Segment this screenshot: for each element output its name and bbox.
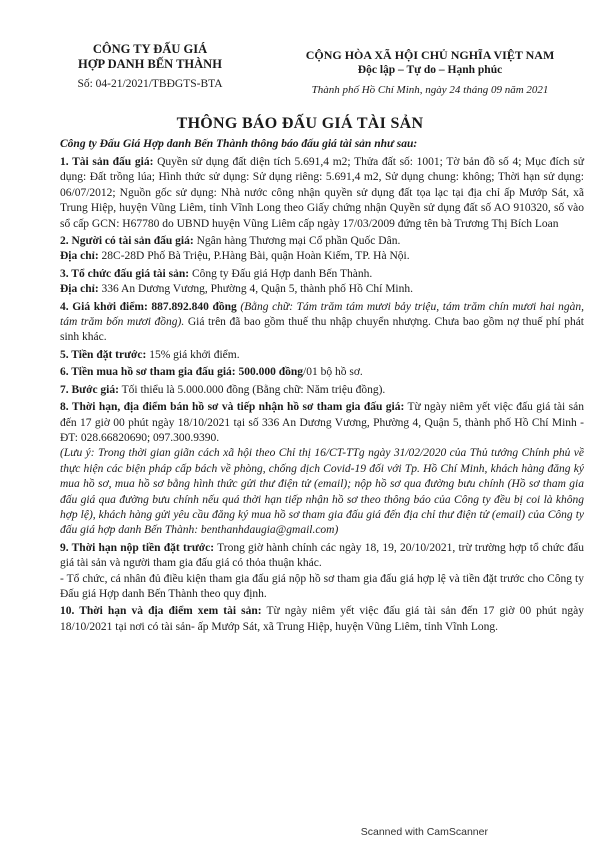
section-text: Trong giờ hành chính các ngày 18, 19, 20/10/2021, trừ trường hợp tổ chức đấu giá tài sản và người tham gia đấu giá có thỏa thuận khác. — [60, 541, 584, 570]
issuer-name-line2: HỢP DANH BẾN THÀNH — [78, 57, 222, 71]
section-text: Công ty Đấu giá Hợp danh Bến Thành. — [189, 267, 373, 280]
section-label: 2. Người có tài sản đấu giá: — [60, 235, 194, 248]
section-label: 4. Giá khởi điểm: — [60, 300, 148, 313]
section-text: Giá trên đã bao gồm thuế thu nhập chuyển nhượng. Chưa bao gồm nợ thuế phí phát sinh khác. — [60, 316, 584, 344]
section-label: 6. Tiền mua hồ sơ tham gia đấu giá: — [60, 366, 236, 379]
issuer-block — [30, 42, 270, 90]
section-text: Ngân hàng Thương mại Cổ phần Quốc Dân. — [193, 235, 401, 248]
section-bid-step — [60, 383, 584, 398]
address-label: Địa chỉ: — [60, 250, 99, 263]
section-label: 5. Tiền đặt trước: — [60, 348, 147, 361]
national-header — [272, 48, 588, 96]
issuer-name-line1: CÔNG TY ĐẤU GIÁ — [92, 42, 208, 56]
intro-line: Công ty Đấu Giá Hợp danh Bến Thành thông báo đấu giá tài sản như sau: — [60, 138, 418, 150]
section-starting-price — [60, 300, 584, 346]
section-label: 3. Tổ chức đấu giá tài sản: — [60, 267, 190, 280]
document-title: THÔNG BÁO ĐẤU GIÁ TÀI SẢN — [176, 115, 424, 132]
nation-name: CỘNG HÒA XÃ HỘI CHỦ NGHĨA VIỆT NAM — [305, 48, 555, 62]
section-viewing — [60, 604, 584, 635]
section-dossier-fee — [60, 365, 584, 380]
document-number: Số: 04-21/2021/TBĐGTS-BTA — [77, 78, 223, 90]
section-text: /01 bộ hồ sơ. — [303, 366, 363, 379]
section-deposit-deadline — [60, 541, 584, 603]
covid-note: (Lưu ý: Trong thời gian giãn cách xã hội theo Chỉ thị 16/CT-TTg ngày 31/02/2020 của Thủ tướng Chính phủ về thực hiện các biện pháp cấp bách về phòng, chống dịch Covid-19 đối với Tp. Hồ Chí Minh, khách hàng đăng ký mua hồ sơ, mua hồ sơ bằng hình thức gửi thư điện tử (email); nộp hồ sơ qua đường bưu chính (Hồ sơ tham gia đấu giá qua đường bưu chính nếu quá thời hạn tiếp nhận hồ sơ theo thông báo của Công ty đều bị coi là không hợp lệ), khách hàng gửi yêu cầu đăng ký mua hồ sơ tham gia đấu giá đến địa chỉ thư điện tử (email) của Công ty đấu giá hợp danh Bến Thành: benthanhdaugia@gmail.com) — [60, 447, 584, 537]
section-owner — [60, 234, 584, 265]
section-text: 15% giá khởi điểm. — [146, 348, 240, 361]
section-text: Từ ngày niêm yết việc đấu giá tài sản đến 17 giờ 00 phút ngày 18/10/2021 tại số 336 An Dương Vương, Phường 4, Quận 5, thành phố Hồ Chí Minh - ĐT: 028.66820690; 097.300.9390. — [60, 401, 584, 444]
section-label: 9. Thời hạn nộp tiền đặt trước: — [60, 541, 215, 554]
fee-value: 500.000 đồng — [235, 366, 304, 379]
address-text: 336 An Dương Vương, Phường 4, Quận 5, thành phố Hồ Chí Minh. — [98, 283, 413, 296]
price-in-words: (Bằng chữ: Tám trăm tám mươi bảy triệu, tám trăm chín mươi hai ngàn, tám trăm bốn mươi đồng). — [60, 300, 585, 329]
section-extra: - Tổ chức, cá nhân đủ điều kiện tham gia đấu giá nộp hồ sơ tham gia đấu giá hợp lệ và tiền đặt trước cho Công ty Đấu giá Hợp danh Bến Thành theo quy định. — [60, 572, 584, 600]
section-organizer — [60, 267, 584, 298]
section-dossier-sale — [60, 400, 584, 539]
section-text: Từ ngày niêm yết việc đấu giá tài sản đến 17 giờ 00 phút ngày 18/10/2021 tại nơi có tài sản- ấp Mướp Sát, xã Trung Hiệp, huyện Vũng Liêm, tỉnh Vĩnh Long. — [60, 605, 584, 633]
section-label: 10. Thời hạn và địa điểm xem tài sản: — [60, 605, 262, 618]
section-label: 7. Bước giá: — [60, 383, 119, 396]
section-label: 1. Tài sản đấu giá: — [60, 156, 154, 168]
address-label: Địa chỉ: — [60, 283, 99, 296]
section-asset — [60, 155, 584, 232]
section-label: 8. Thời hạn, địa điểm bán hồ sơ và tiếp nhận hồ sơ tham gia đấu giá: — [60, 401, 405, 414]
section-text: Quyền sử dụng đất diện tích 5.691,4 m2; Thửa đất số: 1001; Tờ bản đồ số 4; Mục đích sử dụng: Đất trồng lúa; Hình thức sử dụng: Sử dụng riêng: 5.691,4 m2, Sử dụng chung: không; Thời hạn sử dụng: 06/07/2012; Nguồn gốc sử dụng: Nhà nước công nhận quyền sử dụng đất tọa lạc tại địa chỉ ấp Mướp Sát, xã Trung Hiệp, huyện Vũng Liêm, tỉnh Vĩnh Long theo Giấy chứng nhận Quyền sử dụng đất số AO 910320, số vào sổ cấp GCN: H67780 do UBND huyện Vũng Liêm cấp ngày 17/03/2009 đứng tên bà Trương Thị Bích Loan — [60, 156, 584, 230]
notice-body — [60, 155, 584, 637]
price-value: 887.892.840 đồng — [147, 300, 237, 313]
scanner-watermark: Scanned with CamScanner — [360, 826, 488, 838]
address-text: 28C-28D Phố Bà Triệu, P.Hàng Bài, quận Hoàn Kiếm, TP. Hà Nội. — [98, 250, 410, 263]
date-line: Thành phố Hồ Chí Minh, ngày 24 tháng 09 năm 2021 — [311, 84, 549, 96]
national-motto: Độc lập – Tự do – Hạnh phúc — [357, 64, 503, 76]
section-text: Tối thiểu là 5.000.000 đồng (Bằng chữ: Năm triệu đồng). — [118, 383, 386, 396]
section-deposit — [60, 348, 584, 363]
